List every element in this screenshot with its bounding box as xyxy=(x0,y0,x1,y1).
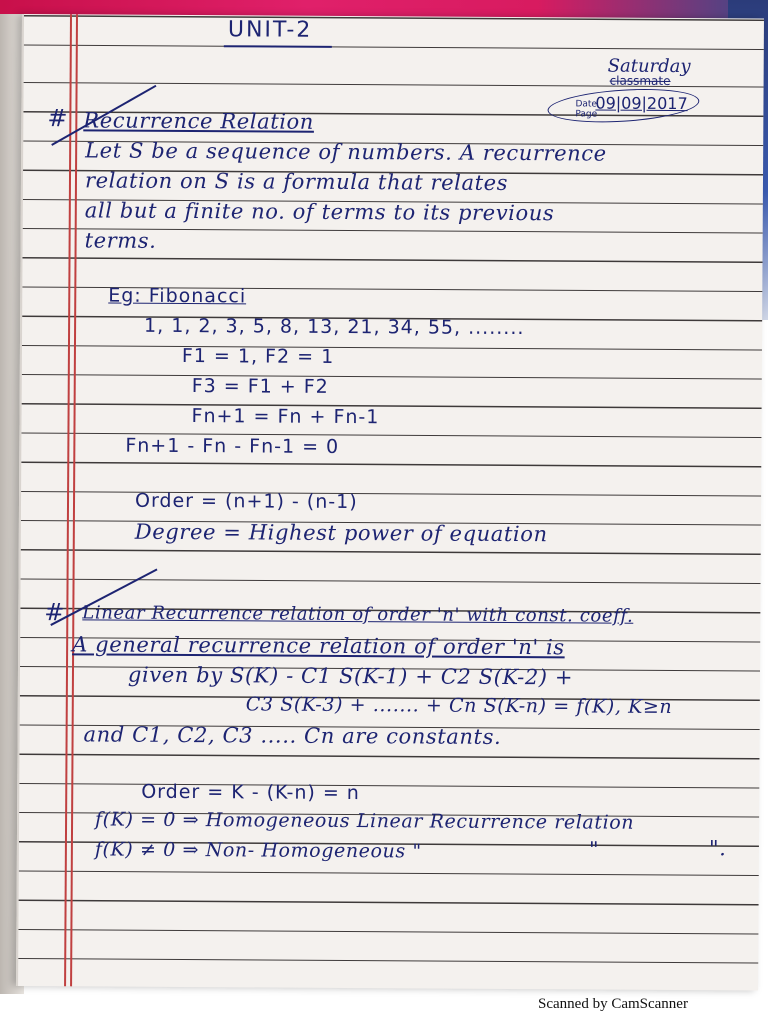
day-label: Saturday xyxy=(607,55,691,78)
margin-line xyxy=(70,14,78,986)
unit-heading-underline xyxy=(224,45,332,48)
date-label: Date xyxy=(575,99,598,110)
section-title: Recurrence Relation xyxy=(83,108,315,134)
ditto-mark: ". xyxy=(708,836,727,861)
definition-line: given by S(K) - C1 S(K-1) + C2 S(K-2) + xyxy=(127,662,574,690)
unit-heading: UNIT-2 xyxy=(227,17,313,43)
date-block xyxy=(547,55,707,136)
example-label: Eg: Fibonacci xyxy=(108,284,247,308)
homogeneous-line: f(K) = 0 ⇒ Homogeneous Linear Recurrence relation xyxy=(95,808,635,834)
non-homogeneous-line: f(K) ≠ 0 ⇒ Non- Homogeneous " xyxy=(94,838,422,863)
degree-line: Degree = Highest power of equation xyxy=(134,519,548,547)
page-label: Page xyxy=(575,109,598,120)
definition-line: relation on S is a formula that relates xyxy=(84,168,509,195)
order-line: Order = (n+1) - (n-1) xyxy=(134,489,358,514)
equation-line: Fn+1 - Fn - Fn-1 = 0 xyxy=(125,434,340,458)
order-line: Order = K - (K-n) = n xyxy=(141,780,360,805)
definition-line: A general recurrence relation of order 'n' is xyxy=(72,632,565,660)
equation-line: F1 = 1, F2 = 1 xyxy=(181,344,335,368)
definition-line: all but a finite no. of terms to its previous xyxy=(84,198,555,226)
notebook-page xyxy=(16,14,764,991)
definition-line: C3 S(K-3) + ....... + Cn S(K-n) = f(K), K≥n xyxy=(245,693,673,718)
equation-line: Fn+1 = Fn + Fn-1 xyxy=(191,405,380,429)
equation-line: F3 = F1 + F2 xyxy=(191,375,329,398)
definition-line: and C1, C2, C3 ..... Cn are constants. xyxy=(83,722,502,749)
section-hash: # xyxy=(44,598,65,627)
section-hash: # xyxy=(47,104,68,133)
ditto-mark: " xyxy=(588,837,600,862)
date-value: 09|09|2017 xyxy=(595,93,688,114)
brand-label: classmate xyxy=(609,73,671,88)
scanner-watermark: Scanned by CamScanner xyxy=(538,996,688,1012)
definition-line: terms. xyxy=(84,228,157,253)
definition-line: Let S be a sequence of numbers. A recurrence xyxy=(85,138,607,166)
fibonacci-sequence: 1, 1, 2, 3, 5, 8, 13, 21, 34, 55, ........ xyxy=(144,314,525,340)
section-title: Linear Recurrence relation of order 'n' with const. coeff. xyxy=(82,602,634,627)
